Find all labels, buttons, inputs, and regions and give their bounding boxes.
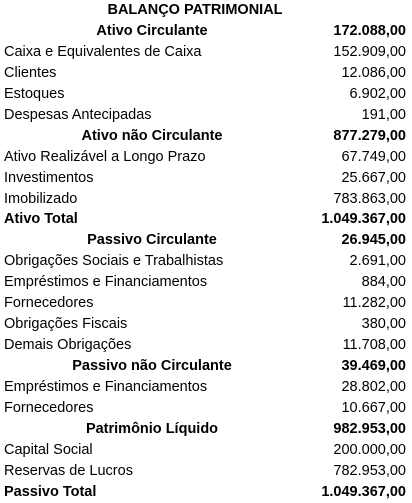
row-value: 782.953,00 [333, 462, 406, 479]
row-value: 12.086,00 [341, 64, 406, 81]
row-value: 11.708,00 [342, 337, 406, 354]
row-label: Clientes [4, 64, 57, 81]
table-row [0, 105, 412, 126]
table-row [0, 377, 412, 398]
row-value: 25.667,00 [341, 169, 406, 186]
row-value: 783.863,00 [333, 190, 406, 207]
row-label: Ativo Circulante [96, 23, 208, 39]
row-value: 877.279,00 [333, 127, 406, 144]
row-label: Ativo não Circulante [81, 127, 223, 144]
page-title: BALANÇO PATRIMONIAL [107, 2, 283, 18]
section-row [0, 419, 412, 440]
row-value: 191,00 [361, 106, 406, 123]
section-row [0, 126, 412, 147]
table-row [0, 272, 412, 293]
row-value: 28.802,00 [341, 378, 406, 395]
row-value: 172.088,00 [333, 23, 406, 39]
row-label: Fornecedores [4, 399, 94, 416]
table-row [0, 251, 412, 272]
row-value: 380,00 [361, 316, 406, 333]
row-label: Capital Social [4, 441, 93, 458]
table-row [0, 461, 412, 482]
row-label: Passivo não Circulante [72, 358, 232, 374]
row-value: 39.469,00 [341, 358, 406, 374]
table-row [0, 314, 412, 335]
row-label: Ativo Total [4, 211, 78, 228]
row-value: 6.902,00 [349, 85, 406, 102]
row-label: Investimentos [4, 169, 94, 186]
row-value: 26.945,00 [341, 232, 406, 249]
row-label: Obrigações Fiscais [4, 316, 128, 333]
row-label: Patrimônio Líquido [85, 420, 219, 437]
table-row [0, 84, 412, 105]
row-label: Imobilizado [4, 190, 78, 207]
row-value: 67.749,00 [341, 148, 406, 165]
row-value: 1.049.367,00 [321, 211, 406, 228]
row-label: Caixa e Equivalentes de Caixa [4, 43, 202, 60]
row-label: Reservas de Lucros [4, 462, 133, 479]
row-value: 1.049.367,00 [321, 483, 406, 500]
section-row [0, 356, 412, 377]
row-value: 884,00 [361, 274, 406, 291]
row-label: Despesas Antecipadas [4, 106, 152, 123]
table-row [0, 42, 412, 63]
table-row [0, 293, 412, 314]
row-label: Empréstimos e Financiamentos [4, 378, 208, 395]
row-value: 11.282,00 [342, 295, 406, 312]
table-row [0, 440, 412, 461]
total-row [0, 209, 412, 230]
row-value: 10.667,00 [341, 399, 406, 416]
row-label: Obrigações Sociais e Trabalhistas [4, 253, 224, 270]
table-row [0, 189, 412, 210]
table-row [0, 168, 412, 189]
row-label: Ativo Realizável a Longo Prazo [4, 148, 206, 165]
row-label: Passivo Circulante [87, 232, 217, 249]
row-value: 200.000,00 [333, 441, 406, 458]
row-label: Empréstimos e Financiamentos [4, 274, 208, 291]
table-row [0, 335, 412, 356]
row-label: Passivo Total [4, 483, 97, 500]
balance-table [0, 21, 412, 503]
total-row [0, 482, 412, 503]
table-row [0, 398, 412, 419]
row-value: 982.953,00 [333, 420, 406, 437]
row-value: 2.691,00 [349, 253, 406, 270]
row-label: Fornecedores [4, 295, 94, 312]
table-row [0, 147, 412, 168]
section-row [0, 21, 412, 42]
row-label: Demais Obrigações [4, 337, 132, 354]
row-label: Estoques [4, 85, 65, 102]
row-value: 152.909,00 [333, 43, 406, 60]
section-row [0, 230, 412, 251]
table-row [0, 63, 412, 84]
